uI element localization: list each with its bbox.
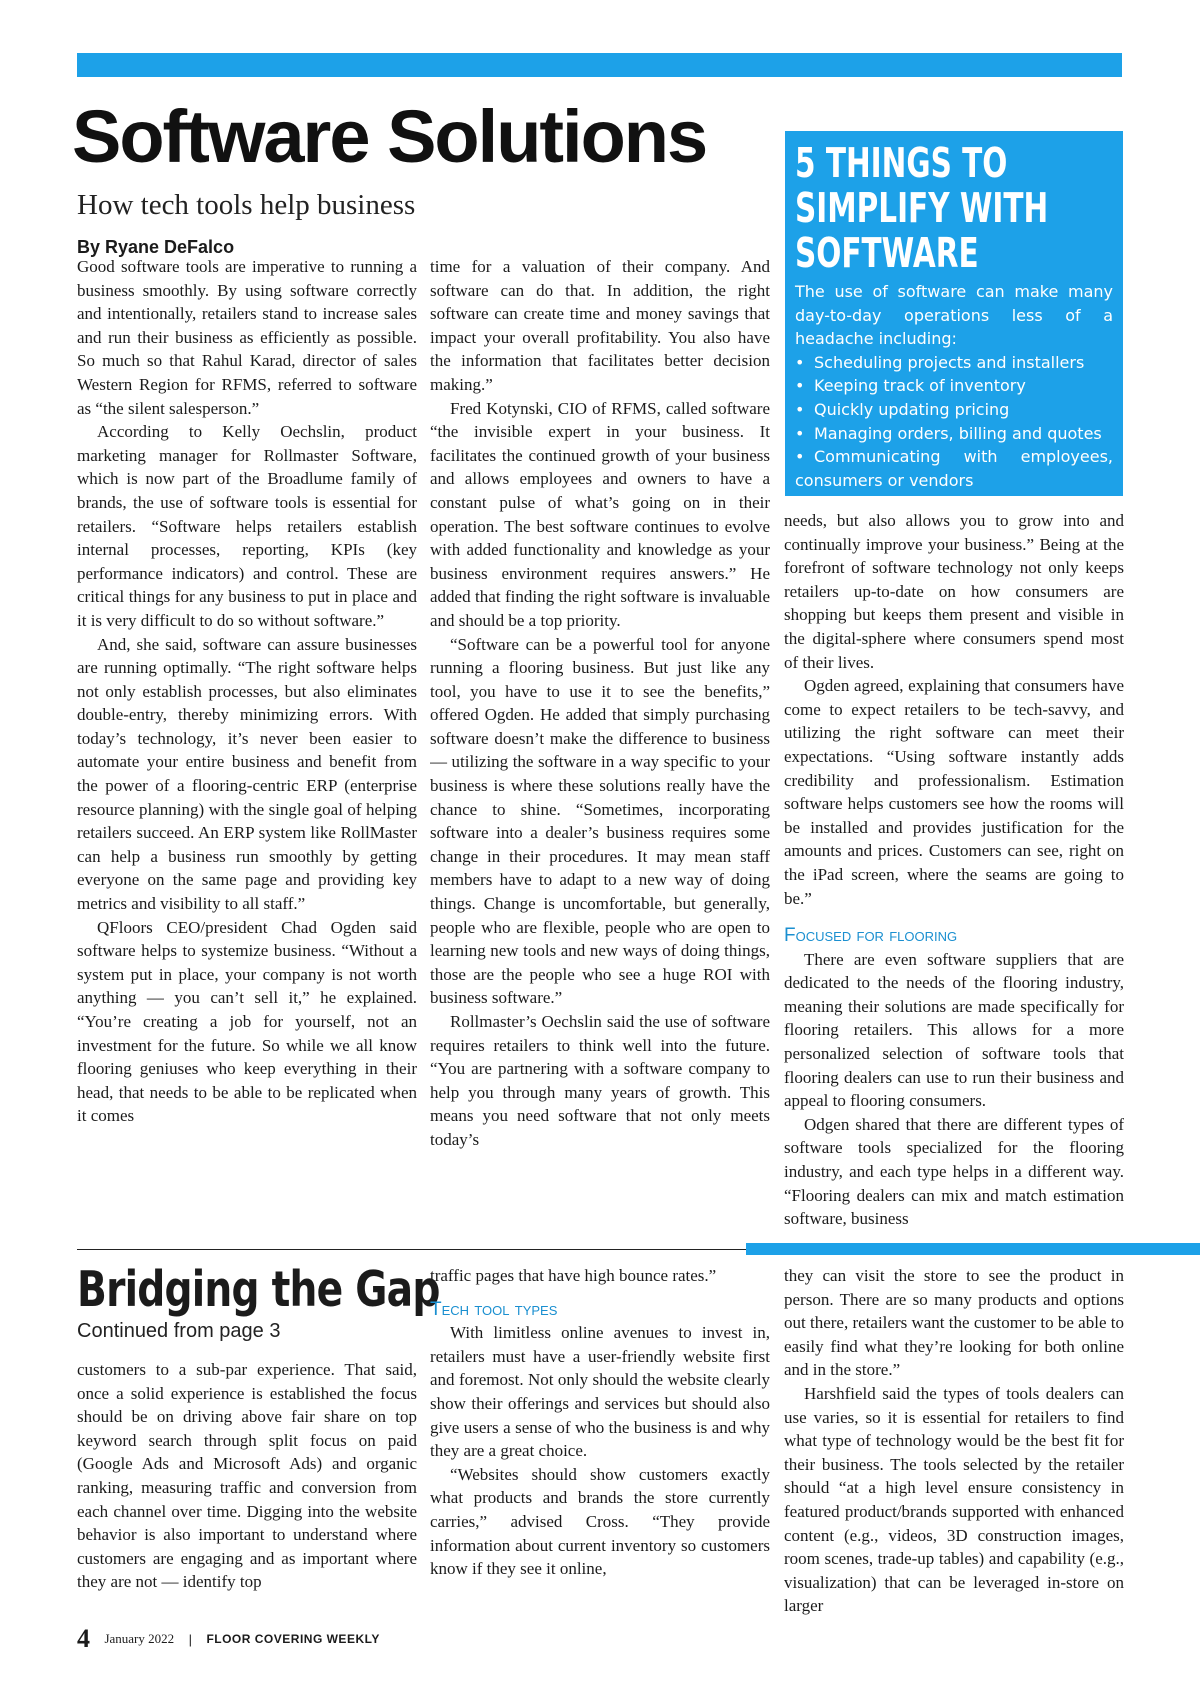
continued-from: Continued from page 3	[77, 1320, 281, 1342]
paragraph: time for a valuation of their company. And software can do that. In addition, the right software can create time and money savings that impact your overall profitability. You also have the information that facilitates better decision making.”	[430, 257, 770, 394]
section-subhead: Tech tool types	[430, 1298, 558, 1320]
top-accent-bar	[77, 53, 1122, 77]
list-item: • Quickly updating pricing	[795, 398, 1113, 422]
paragraph: Rollmaster’s Oechslin said the use of software requires retailers to think well into the future. “You are partnering with a software company to help you through many years of growth. This means you need software that not only meets today’s	[430, 1012, 770, 1149]
second-article-column-3	[784, 1264, 1124, 1620]
article-column-3	[784, 509, 1124, 1241]
page-footer	[77, 1624, 380, 1654]
article-title: Software Solutions	[72, 95, 707, 178]
list-item: • Communicating with employees, consumers or vendors	[795, 445, 1113, 492]
sidebar-box	[785, 131, 1123, 496]
publication-name: FLOOR COVERING WEEKLY	[206, 1632, 380, 1646]
paragraph: traffic pages that have high bounce rates.”	[430, 1266, 717, 1285]
paragraph: they can visit the store to see the product in person. There are so many products and options out there, retailers want the customer to be able to easily find what they’re looking for both online and in the store.”	[784, 1266, 1124, 1380]
paragraph: “Software can be a powerful tool for anyone running a flooring business. But just like any tool, you have to use it to see the benefits,” offered Ogden. He added that simply purchasing software doesn’t make the difference to business — utilizing the software in a way specific to your business is where these solutions really have the chance to shine. “Sometimes, incorporating software into a dealer’s business requires some change in their procedures. It may mean staff members have to adapt to a new way of doing things. Change is uncomfortable, but generally, people who are flexible, people who are open to learning new tools and new ways of doing things, those are the people who see a huge ROI with business software.”	[430, 634, 770, 1008]
page-number: 4	[77, 1624, 90, 1653]
list-item: • Managing orders, billing and quotes	[795, 422, 1113, 446]
paragraph: needs, but also allows you to grow into and continually improve your business.” Being at the forefront of software technology not only keeps retailers up-to-date on how consumers are shopping but keeps them present and visible in the digital-sphere where consumers spend most of their lives.	[784, 511, 1124, 672]
paragraph: QFloors CEO/president Chad Ogden said software helps to systemize business. “Without a system put in place, your company is not worth anything — you can’t sell it,” he explained. “You’re creating a job for yourself, not an investment for the future. So while we all know flooring geniuses who keep everything in their head, that needs to be able to be replicated when it comes	[77, 917, 417, 1126]
section-divider	[77, 1249, 746, 1250]
sidebar-list	[795, 351, 1113, 493]
paragraph: Good software tools are imperative to running a business smoothly. By using software correctly and intentionally, retailers stand to increase sales and run their business as efficiently as possible. So much so that Rahul Karad, director of sales Western Region for RFMS, referred to software as “the silent salesperson.”	[77, 257, 417, 418]
article-column-2	[430, 255, 770, 1241]
paragraph: “Websites should show customers exactly what products and brands the store currently carries,” advised Cross. “They provide information about current inventory so customers know if they see it online,	[430, 1464, 770, 1579]
footer-separator: |	[188, 1631, 192, 1647]
second-article-column-1	[77, 1358, 417, 1620]
second-article-column-2	[430, 1264, 770, 1620]
article-subtitle: How tech tools help business	[77, 189, 416, 221]
paragraph: And, she said, software can assure businesses are running optimally. “The right software helps not only establish processes, but also eliminates double-entry, thereby minimizing errors. With today’s technology, it’s never been easier to automate your entire business and benefit from the power of a flooring-centric ERP (enterprise resource planning) with the single goal of helping retailers succeed. An ERP system like RollMaster can help a business run smoothly by getting everyone on the same page and providing key metrics and visibility to all staff.”	[77, 634, 417, 914]
paragraph: Harshfield said the types of tools dealers can use varies, so it is essential for retailers to find what type of technology would be the best fit for their business. The tools selected by the retailer should “at a high level ensure consistency in featured product/brands supported with enhanced content (e.g., videos, 3D construction images, room scenes, trade-up tables) and capability (e.g., visualization) that can be leveraged in-store on larger	[784, 1383, 1124, 1616]
byline: By Ryane DeFalco	[77, 237, 235, 257]
paragraph: According to Kelly Oechslin, product marketing manager for Rollmaster Software, which is now part of the Broadlume family of brands, the use of software tools is essential for retailers. “Software helps retailers establish internal processes, reporting, KPIs (key performance indicators) and control. These are critical things for any business to put in place and it is very difficult to do so without software.”	[77, 422, 417, 630]
section-divider-accent	[746, 1243, 1200, 1255]
paragraph: There are even software suppliers that are dedicated to the needs of the flooring industry, meaning their solutions are made specifically for flooring retailers. This allows for a more personalized selection of software tools that flooring dealers can use to run their business and appeal to flooring consumers.	[784, 949, 1124, 1111]
second-article-title: Bridging the Gap	[77, 1261, 440, 1318]
sidebar-title: 5 THINGS TO SIMPLIFY WITH SOFTWARE	[795, 139, 1049, 277]
issue-date: January 2022	[104, 1631, 175, 1646]
list-item: • Scheduling projects and installers	[795, 351, 1113, 375]
paragraph: Ogden agreed, explaining that consumers have come to expect retailers to be tech-savvy, and utilizing the right software can meet their expectations. “Using software instantly adds credibility and professionalism. Estimation software helps customers see how the rooms will be installed and provides justification for the amounts and prices. Customers can see, right on the iPad screen, where the seams are going to be.”	[784, 676, 1124, 908]
section-subhead: Focused for flooring	[784, 925, 958, 947]
paragraph: Fred Kotynski, CIO of RFMS, called software “the invisible expert in your business. It facilitates the continued growth of your business and allows employees and owners to have a constant pulse of what’s going on in their operation. The best software continues to evolve with added functionality and knowledge as your business environment requires answers.” He added that finding the right software is invaluable and should be a top priority.	[430, 398, 770, 630]
paragraph: Odgen shared that there are different types of software tools specialized for the flooring industry, and each type helps in a different way. “Flooring dealers can mix and match estimation software, business	[784, 1114, 1124, 1229]
article-column-1	[77, 255, 417, 1241]
paragraph: customers to a sub-par experience. That said, once a solid experience is established the focus should be on driving above fair share on top keyword search through split focus on paid (Google Ads and Microsoft Ads) and organic ranking, measuring traffic and conversion from each channel over time. Digging into the website behavior is also important to understand where customers are engaging and as important where they are not — identify top	[77, 1360, 417, 1592]
paragraph: With limitless online avenues to invest in, retailers must have a user-friendly website first and foremost. Not only should the website clearly show their offerings and services but should also give users a sense of who the business is and why they are a great choice.	[430, 1323, 770, 1461]
list-item: • Keeping track of inventory	[795, 374, 1113, 398]
sidebar-intro: The use of software can make many day-to-day operations less of a headache including:	[795, 282, 1113, 349]
